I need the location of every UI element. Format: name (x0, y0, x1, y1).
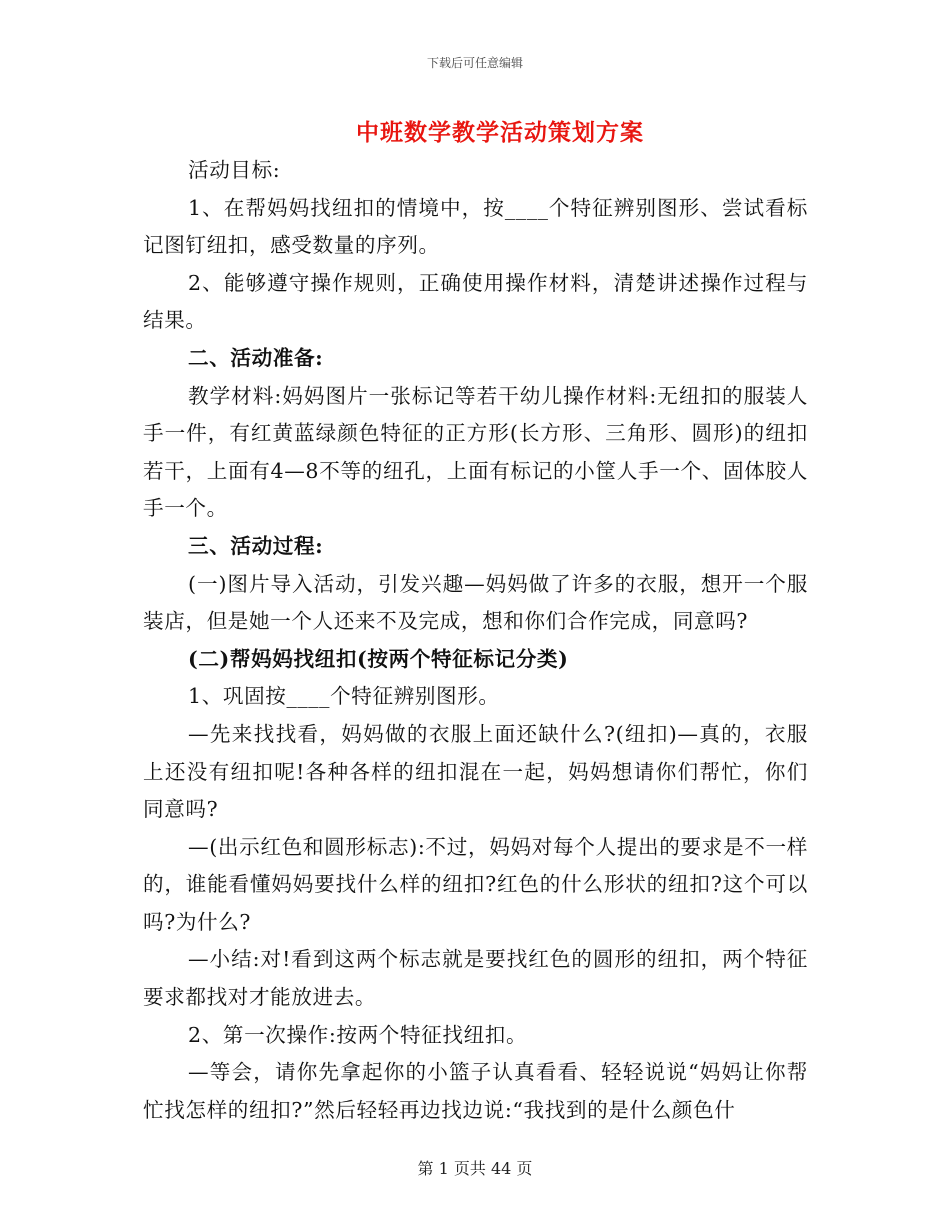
paragraph: —(出示红色和圆形标志):不过，妈妈对每个人提出的要求是不一样的，谁能看懂妈妈要找什么样的纽扣?红色的什么形状的纽扣?这个可以吗?为什么? (143, 834, 808, 934)
paragraph: —等会，请你先拿起你的小篮子认真看看、轻轻说说“妈妈让你帮忙找怎样的纽扣?”然后轻轻再边找边说:“我找到的是什么颜色什 (143, 1060, 808, 1122)
paragraph: 1、在帮妈妈找纽扣的情境中，按____个特征辨别图形、尝试看标记图钉纽扣，感受数量的序列。 (143, 195, 808, 258)
section-heading: 三、活动过程: (188, 533, 324, 558)
paragraph: —小结:对!看到这两个标志就是要找红色的圆形的纽扣，两个特征要求都找对才能放进去。 (143, 947, 808, 1010)
paragraph: 1、巩固按____个特征辨别图形。 (188, 684, 500, 709)
header-note: 下载后可任意编辑 (426, 56, 523, 70)
paragraph: 2、第一次操作:按两个特征找纽扣。 (188, 1022, 528, 1047)
section-heading: 二、活动准备: (188, 345, 324, 370)
paragraph: —先来找找看，妈妈做的衣服上面还缺什么?(纽扣)—真的，衣服上还没有纽扣呢!各种各样的纽扣混在一起，妈妈想请你们帮忙，你们同意吗? (143, 721, 808, 822)
paragraph: 活动目标: (188, 158, 281, 182)
paragraph: 教学材料:妈妈图片一张标记等若干幼儿操作材料:无纽扣的服装人手一件，有红黄蓝绿颜色特征的正方形(长方形、三角形、圆形)的纽扣若干，上面有4—8不等的纽孔，上面有标记的小筐人手一个、固体胶人手一个。 (143, 383, 808, 521)
subsection-heading: (二)帮妈妈找纽扣(按两个特征标记分类) (188, 646, 569, 671)
page-footer: 第 1 页共 44 页 (417, 1159, 533, 1178)
document-title: 中班数学教学活动策划方案 (356, 119, 644, 146)
paragraph: 2、能够遵守操作规则，正确使用操作材料，清楚讲述操作过程与结果。 (143, 270, 808, 333)
paragraph: (一)图片导入活动，引发兴趣—妈妈做了许多的衣服，想开一个服装店，但是她一个人还来不及完成，想和你们合作完成，同意吗? (143, 571, 808, 634)
document-body (143, 152, 808, 1129)
